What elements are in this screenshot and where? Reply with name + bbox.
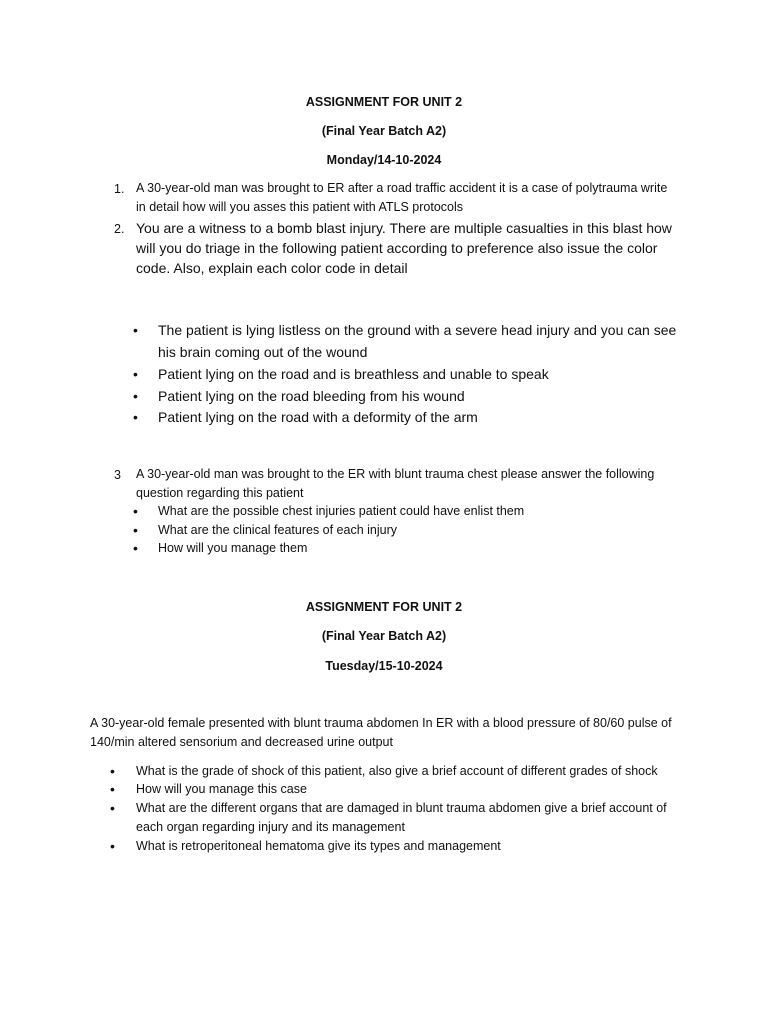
q2-number: 2. <box>114 222 125 236</box>
q3-bullet-3: How will you manage them <box>158 541 308 555</box>
unit2-date: Tuesday/15-10-2024 <box>325 659 443 673</box>
case-bullet-2: How will you manage this case <box>136 782 307 796</box>
q1-text: A 30-year-old man was brought to ER after a road traffic accident it is a case of polytrauma write in detail how will you asses this patient with ATLS protocols <box>136 181 668 214</box>
q2-bullet-4: Patient lying on the road with a deformity of the arm <box>158 409 478 425</box>
q3-number: 3 <box>114 468 121 482</box>
q2-bullet-2: Patient lying on the road and is breathless and unable to speak <box>158 366 549 382</box>
bullet-icon: • <box>110 781 115 797</box>
unit2-title: ASSIGNMENT FOR UNIT 2 <box>305 600 463 614</box>
bullet-icon: • <box>110 838 115 854</box>
bullet-icon: • <box>133 522 138 538</box>
unit2-batch: (Final Year Batch A2) <box>321 629 447 643</box>
bullet-icon: • <box>133 366 138 382</box>
case-bullet-3: What are the different organs that are damaged in blunt trauma abdomen give a brief account of each organ regarding injury and its management <box>136 801 667 834</box>
case-bullet-1: What is the grade of shock of this patient, also give a brief account of different grades of shock <box>136 764 658 778</box>
q3-bullet-2: What are the clinical features of each injury <box>158 523 398 537</box>
bullet-icon: • <box>110 763 115 779</box>
bullet-icon: • <box>133 503 138 519</box>
q3-bullet-1: What are the possible chest injuries patient could have enlist them <box>158 504 525 518</box>
unit1-date: Monday/14-10-2024 <box>326 153 442 167</box>
q2-text: You are a witness to a bomb blast injury. There are multiple casualties in this blast how will you do triage in the following patient according to preference also issue the color code. Also, explain each color code in detail <box>136 220 672 276</box>
q1-number: 1. <box>114 182 125 196</box>
q3-text: A 30-year-old man was brought to the ER with blunt trauma chest please answer the following question regarding this patient <box>136 467 655 500</box>
bullet-icon: • <box>133 540 138 556</box>
q2-bullet-1: The patient is lying listless on the ground with a severe head injury and you can see his brain coming out of the wound <box>158 322 677 360</box>
q2-bullet-3: Patient lying on the road bleeding from his wound <box>158 388 465 404</box>
bullet-icon: • <box>110 800 115 816</box>
bullet-icon: • <box>133 388 138 404</box>
bullet-icon: • <box>133 322 138 338</box>
case-text: A 30-year-old female presented with blunt trauma abdomen In ER with a blood pressure of 80/60 pulse of 140/min altered sensorium and decreased urine output <box>90 716 672 749</box>
unit1-title: ASSIGNMENT FOR UNIT 2 <box>305 95 463 109</box>
unit1-batch: (Final Year Batch A2) <box>321 124 447 138</box>
bullet-icon: • <box>133 409 138 425</box>
case-bullet-4: What is retroperitoneal hematoma give its types and management <box>136 839 501 853</box>
